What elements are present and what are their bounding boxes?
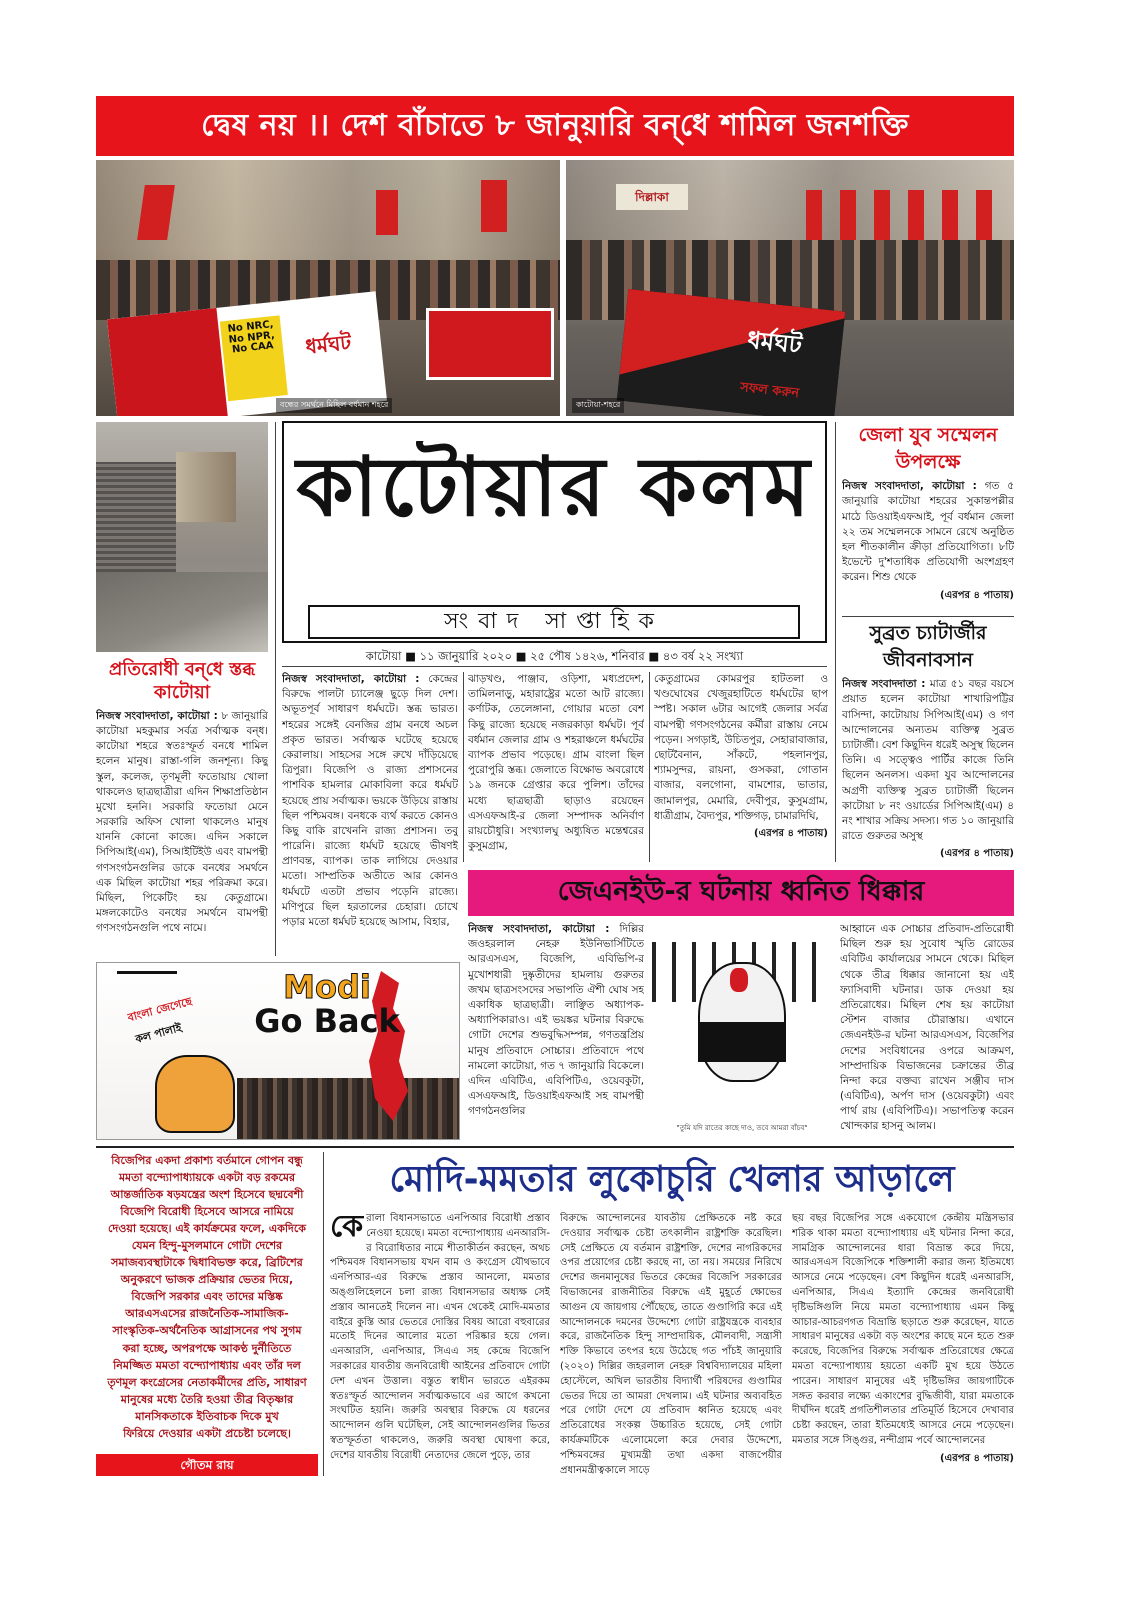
jnu-story-col1-body: দিল্লির জওহরলাল নেহরু ইউনিভার্সিটিতে আরএসএস, বিজেপি, এবিভিপি-র মুখোশধারী দুষ্কৃতীদের হামলায় গুরুতর জখম ছাত্রসংসদের সভাপতি ঐশী ঘোষ সহ একাধিক ছাত্রছাত্রী। লাঞ্ছিত অধ্যাপক-অধ্যাপিকারাও। এই ভয়ঙ্কর ঘটনার বিরুদ্ধে গোটা দেশের শুভবুদ্ধিসম্পন্ন, গণতন্ত্রপ্রিয় মানুষ প্রতিবাদে সোচ্চার। প্রতিবাদে পথে নামলো কাটোয়া, গত ৭ জানুয়ারি বিকেলে। এদিন এবিটিএ, এবিপিটিএ, ওয়েবকুটা, এসএফআই, ডিওয়াইএফআই সহ বামপন্থী গণগঠনগুলির: [468, 923, 644, 1118]
main-story-headline: [330, 1152, 1014, 1208]
left-story-headline: প্রতিরোধী বন্‌ধে স্তব্ধ কাটোয়া: [108, 659, 256, 704]
right-story-youth-text: গত ৫ জানুয়ারি কাটোয়া শহরের সুকান্তপল্লীর মাঠে ডিওয়াইএফআই, পূর্ব বর্ধমান জেলা ২২ তম সম্মেলনকে সামনে রেখে অনুষ্ঠিত হল শীতকালীন ক্রীড়া প্রতিযোগিতা। ৮টি ইভেন্টে দু'শতাধিক প্রতিযোগী অংশগ্রহণ করেন। শিশু থেকে: [842, 480, 1014, 584]
jnu-story-col2-text: আহ্বানে এক সোচ্চার প্রতিবাদ-প্রতিরোধী মিছিল শুরু হয় সুবোধ স্মৃতি রোডের এবিটিএ কার্যালয়ের সামনে থেকে। মিছিল থেকে তীব্র ধিক্কার জানানো হয় এই ফ্যাসিবাদী ঘটনার। ডাক দেওয়া হয় প্রতিরোধের। মিছিল শেষ হয় কাটোয়া স্টেশন বাজার চৌরাস্তায়। এখানে জেএনইউ-র ঘটনা আরএসএস, বিজেপির দেশের সংবিধানের ওপরে আক্রমণ, সাম্প্রদায়িক বিভাজনের চক্রান্তের তীব্র নিন্দা করে বক্তব্য রাখেন সঞ্জীব দাস (এবিটিএ), অর্পণ দাস (ওয়েবকুটা) এবং পার্থ রায় (এবিপিটিএ)। সভাপতিত্ব করেন খোন্দকার হাসনু আলম।: [840, 923, 1014, 1133]
jnu-story-col2: [840, 922, 1014, 1142]
cartoon-note-text: বাংলা জেগেছে: [126, 994, 194, 1025]
center-story-col1: [282, 672, 458, 956]
column-rule: [463, 672, 464, 862]
left-story: [96, 658, 268, 956]
lead-line: বিজেপির একদা প্রকাশ্য বর্তমানে গোপন বন্ধু: [111, 1154, 303, 1167]
lead-line: মানসিকতাকে ইতিবাচক দিকে মুখ: [135, 1409, 279, 1423]
lead-line: সাংস্কৃতিক-অর্থনৈতিক আগ্রাসনের পথ সুগম: [112, 1324, 302, 1338]
main-story-headline-text: মোদি-মমতার লুকোচুরি খেলার আড়ালে: [389, 1159, 955, 1200]
column-rule: [323, 1152, 324, 1476]
right-story-youth-more: (এরপর ৪ পাতায়): [940, 589, 1014, 601]
sign-strike-left: ধর্মঘট: [304, 330, 353, 359]
masthead-box: [282, 421, 827, 643]
lead-line: ফিরিয়ে দেওয়ার একটা প্রচেষ্টা চলেছে।: [123, 1426, 291, 1440]
banner-red-right: [426, 308, 554, 380]
right-story-youth-byline: নিজস্ব সংবাদদাতা, কাটোয়া :: [842, 480, 977, 493]
main-story-col1-body: রালা বিধানসভাতে এনপিআর বিরোধী প্রস্তাব নেওয়া হয়েছে। মমতা বন্দ্যোপাধ্যায় এনআরসি-র বিরোধিতার নামে শীতাকীর্তন করছেন, অথচ পশ্চিমবঙ্গ বিধানসভায় যখন বাম ও কংগ্রেস যৌথভাবে এনপিআর-এর বিরুদ্ধে প্রস্তাব আনলো, মমতার অঙ্গুলিহেলনে চলা রাজ্য বিধানসভার অধ্যক্ষ সেই প্রস্তাব আনতেই দিলেন না। এখন থেকেই মোদি-মমতার বাইরে কুস্তি আর ভেতরে দোস্তির বিষয় আরো বহুবারের মতোই দিনের আলোর মতো পরিষ্কার হয়ে গেল। এনআরসি, এনপিআর, সিএএ সহ কেন্দ্রে বিজেপি সরকারের যাবতীয় জনবিরোধী আইনের প্রতিবাদে গোটা দেশ এখন উত্তাল। বস্তুত স্বাধীন ভারতে এইরকম স্বতঃস্ফূর্ত আন্দোলন সর্বাত্মকভাবে এর আগে কখনো সংঘটিত হয়নি। জরুরি অবস্থার বিরুদ্ধে যে ধরনের আন্দোলন গুলি ঘটেছিল, সেই আন্দোলনগুলির ভিতর স্বতস্ফূর্ততা থাকলেও, জরুরি অবস্থা ঘোষণা করে, দেশের যাবতীয় বিরোধী নেতাদের জেলে পুড়ে, তার: [330, 1213, 550, 1461]
lead-line: আরএসএসের রাজনৈতিক-সামাজিক-: [125, 1307, 289, 1321]
cartoon-note2-text: কল পালাই: [133, 1021, 184, 1046]
lead-line: অনুকরণে ভাজক প্রক্রিয়ার ভেতর দিয়ে,: [120, 1273, 294, 1287]
left-story-byline: নিজস্ব সংবাদদাতা, কাটোয়া :: [96, 709, 218, 722]
center-story-byline: নিজস্ব সংবাদদাতা, কাটোয়া :: [282, 673, 420, 685]
jnu-headline-bar: [468, 870, 1014, 916]
right-story-youth-body: [842, 479, 1014, 585]
illustration-caption-text: "তুমি যদি রাতের কাছে দাও, তবে আমরা বাঁচব": [676, 1124, 808, 1132]
shop-sign: [616, 184, 688, 210]
lead-line: মানুষের মধ্যে তৈরি হওয়া তীব্র বিতৃষ্ণার: [120, 1392, 294, 1406]
photo-right-caption: কাটোয়া-শহরে: [572, 398, 624, 413]
photo-empty-street: [96, 422, 268, 652]
lead-line: মমতা বন্দ্যোপাধ্যায়কে একটা বড় রকমের: [118, 1171, 296, 1185]
column-rule: [835, 422, 836, 862]
jnu-illustration: [652, 922, 832, 1142]
road: [96, 572, 268, 652]
photo-left-rally: [96, 160, 560, 416]
main-story-dropcap: কে: [330, 1212, 364, 1244]
cartoon-figure: [155, 1055, 235, 1133]
right-story-youth-headline: জেলা যুব সম্মেলন উপলক্ষে: [858, 424, 998, 473]
masthead-title: [284, 441, 825, 535]
lead-column: [96, 1152, 318, 1452]
right-story-obituary-headline: সুব্রত চ্যাটার্জীর জীবনাবসান: [869, 622, 987, 671]
masthead-subtitle: সংবাদ সাপ্তাহিক: [444, 609, 664, 634]
center-story-more: (এরপর ৪ পাতায়): [754, 827, 828, 839]
masthead-title-text: কাটোয়ার কলম: [296, 441, 813, 535]
right-story-obituary-body: [842, 677, 1014, 844]
main-story-col3: [792, 1212, 1014, 1480]
flag-icon: [481, 180, 507, 232]
shop-sign-text: দিল্লাকা: [635, 190, 669, 204]
dateline: [282, 648, 827, 667]
lead-line: যেমন হিন্দু-মুসলমানে গোটা দেশের: [131, 1239, 283, 1253]
lead-line: বিজেপি বিরোধী হিসেবে আসরে নামিয়ে: [120, 1205, 294, 1219]
center-story-col1-text: [282, 672, 458, 930]
top-banner-text: দ্বেষ নয় ।। দেশ বাঁচাতে ৮ জানুয়ারি বন্‌ধে শামিল জনশক্তি: [201, 107, 909, 143]
lead-line: আন্তর্জাতিক ষড়যন্ত্রের অংশ হিসেবে ছদ্মবেশী: [110, 1188, 304, 1202]
banner-strike-right: [617, 289, 846, 416]
column-rule: [275, 422, 276, 956]
section-rule: [96, 1146, 1014, 1148]
jnu-story-col1: [468, 922, 644, 1142]
cartoon-note: [126, 993, 195, 1029]
center-story-col1-body: কেন্দ্রের বিরুদ্ধে পালটা চ্যালেঞ্জ ছুড়ে দিল দেশ। অভূতপূর্ব সাধারণ ধর্মঘটে। স্তব্ধ ভারত। শহরের সঙ্গেই বেনজির গ্রাম বনধে অচল প্রকৃত ভারত। সর্বাত্মক ঘটেছে হয়েছে কেরালায়। সাহসের সঙ্গে রুখে দাঁড়িয়েছে ত্রিপুরা। বিজেপি ও রাজ্য প্রশাসনের পাশবিক হামলার মোকাবিলা করে ধর্মঘট হয়েছে প্রায় সর্বাত্মক। ভয়কে উড়িয়ে রাস্তায় ছিল পশ্চিমবঙ্গ। বনধকে ব্যর্থ করতে কোনও কিছু বাকি রাখেননি রাজ্য প্রশাসন। তবু পারেনি। রাজ্যে ধর্মঘট হয়েছে ভীষণই প্রাণবন্ত, ব্যাপক। তাক লাগিয়ে দেওয়ার মতো। সাম্প্রতিক অতীতে আর কোনও ধর্মঘটে এতটা প্রভাব পড়েনি রাজ্যে। মণিপুরে ছিল হরতালের চেহারা। চোখে পড়ার মতো ধর্মঘট হয়েছে আসাম, বিহার,: [282, 673, 458, 928]
right-story-obituary-more: (এরপর ৪ পাতায়): [940, 848, 1014, 860]
lead-line: তৃণমূল কংগ্রেসের নেতাকর্মীদের প্রতি, সাধারণ: [107, 1375, 307, 1389]
flag-icon: [376, 190, 398, 235]
blood-mark: [730, 968, 748, 992]
dateline-text: কাটোয়া ■ ১১ জানুয়ারি ২০২০ ■ ২৫ পৌষ ১৪২৬, শনিবার ■ ৪৩ বর্ষ ২২ সংখ্যা: [365, 649, 744, 663]
cartoon-go-back: Go Back: [254, 1001, 400, 1039]
top-banner: [96, 96, 1014, 156]
lead-line: সমাজব্যবস্থাটাকে দ্বিধাবিভক্ত করে, ব্রিটিশের: [111, 1256, 303, 1270]
cartoon-modi-go-back: [96, 962, 460, 1140]
lead-line: দেওয়া হয়েছে। এই কার্যক্রমের ফলে, একদিকে: [108, 1222, 306, 1236]
lead-line: নিমজ্জিত মমতা বন্দ্যোপাধ্যায় এবং তাঁর দল: [113, 1358, 301, 1372]
flags-row: [806, 190, 1006, 240]
right-story-obituary-text: মাত্র ৫১ বছর বয়সে প্রয়াত হলেন কাটোয়া শাখারিপট্টির বাসিন্দা, কাটোয়ায় সিপিআই(এম) ও গণ আন্দোলনের অন্যতম ব্যক্তিত্ব সুব্রত চ্যাটার্জী। বেশ কিছুদিন ধরেই অসুস্থ ছিলেন তিনি। এ সত্ত্বেও পার্টির কাজে তিনি ছিলেন অনলস। একদা যুব আন্দোলনের অগ্রণী ব্যক্তিত্ব সুব্রত চ্যাটার্জী ছিলেন কাটোয়া ৮ নং ওয়ার্ডের সিপিআই(এম) ৪ নং শাখার সক্রিয় সদস্য। গত ১০ জানুয়ারি রাতে গুরুতর অসুস্থ: [842, 678, 1014, 843]
main-story-col1-text: [330, 1212, 550, 1464]
left-story-body: [96, 709, 268, 937]
left-story-text: ৮ জানুয়ারি কাটোয়া মহকুমার সর্বত্র সর্বাত্মক বন্‌ধ। কাটোয়া শহরে স্বতঃস্ফূর্ত বনধে শামিল হলেন মানুষ। রাস্তা-গলি জনশূন্য। কিছু স্কুল, কলেজ, তৃণমূলী ফতোয়ায় খোলা থাকলেও ছাত্রছাত্রীরা এদিন শিক্ষাপ্রতিষ্ঠান মুখো হননি। সরকারি ফতোয়া মেনে সরকারি অফিস খোলা থাকলেও মানুষ যাননি কোনো কাজে। এদিন সকালে সিপিআই(এম), সিআইটিইউ এবং বামপন্থী গণসংগঠনগুলির ডাকে বনধের সমর্থনে এক মিছিল কাটোয়া শহর পরিক্রমা করে। মিছিল, পিকেটিং হয় কেতুগ্রামে। মঙ্গলকোটেও বনধের সমর্থনে বামপন্থী গণসংগঠনগুলি পথে নামে।: [96, 709, 268, 935]
sign-strike-right: ধর্মঘট: [745, 325, 804, 360]
lead-author-bar: [96, 1454, 318, 1476]
masthead-subtitle-box: [308, 605, 800, 639]
photo-right-rally: [566, 160, 1014, 416]
sign-no-nrc: No NRC, No NPR, No CAA: [220, 315, 288, 401]
lead-line: বিজেপি সরকার এবং তাদের মস্তিষ্ক: [131, 1290, 283, 1304]
right-story-youth: [842, 422, 1014, 614]
jnu-story-byline: নিজস্ব সংবাদদাতা, কাটোয়া :: [468, 923, 610, 935]
right-story-obituary-byline: নিজস্ব সংবাদদাতা :: [842, 678, 926, 691]
shutters: [96, 462, 176, 572]
main-story-more: (এরপর ৪ পাতায়): [940, 1452, 1014, 1464]
banner-red-block: [107, 308, 228, 416]
cartoon-helicopter: [117, 971, 177, 991]
center-story-col3: [654, 672, 828, 864]
column-rule: [649, 672, 650, 862]
main-story-col2: [560, 1212, 782, 1480]
center-story-col3-text: কেতুগ্রামের কোমরপুর হাটতলা ও খণ্ডঘোষের খেজুরহাটিতে ধর্মঘটের ছাপ স্পষ্ট। সকাল ৬টার আগেই জেলার সর্বত্র বামপন্থী গণসংগঠনের কর্মীরা রাস্তায় নেমে পড়েন। সগড়াই, উচিতপুর, সেহারাবাজার, ছোটবৈনান, সাঁকটে, পহলানপুর, শ্যামসুন্দর, রায়না, গুসকরা, গোতান বাজার, বলগোনা, বামশোর, ভাতার, জামালপুর, মেমারি, দেবীপুর, কুসুমগ্রাম, ধাত্রীগ্রাম, বৈদ্যপুর, শক্তিগড়, চামারদিঘি,: [654, 673, 828, 822]
right-story-obituary: [842, 620, 1014, 864]
mask-band: [698, 1022, 786, 1062]
story-rule: [842, 616, 1014, 617]
center-story-col2: [468, 672, 644, 864]
main-story-col2-text: বিরুদ্ধে আন্দোলনের যাবতীয় প্রেক্ষিতকে নষ্ট করে দেওয়ার সর্বাত্মক চেষ্টা তৎকালীন রাষ্ট্রশক্তি করেছিল। সেই প্রেক্ষিতে যে বর্তমান রাষ্ট্রশক্তি, দেশের নাগরিকদের ওপর প্রয়োগের চেষ্টা করছে না, তা নয়। সময়ের নিরিখে দেশের জনমানুষের ভিতরে কেন্দ্রের বিজেপি সরকারের বিভাজনের রাজনীতির বিরুদ্ধে এই মুহূর্তে ক্ষোভের আগুন যে জায়গায় পৌঁছেছে, তাতে গুণ্ডাগিরি করে এই আন্দোলনকে দমনের উদ্দেশ্যে গোটা রাষ্ট্রযন্ত্রকে ব্যবহার করে, রাজনৈতিক হিন্দু সাম্প্রদায়িক, মৌলবাদী, সন্ত্রাসী শক্তি কিভাবে তৎপর হয়ে উঠেছে গত পাঁচই জানুয়ারি (২০২০) দিল্লির জহরলাল নেহরু বিশ্ববিদ্যালয়ের মহিলা হোস্টেলে, অখিল ভারতীয় বিদ্যার্থী পরিষদের গুণ্ডামির ভেতর দিয়ে তা আমরা দেখলাম। এই ঘটনার অব্যবহিত পরে গোটা দেশে যে প্রতিবাদ ধ্বনিত হয়েছে এবং প্রতিরোধের সংকল্প উচ্চারিত হয়েছে, সেই গোটা কার্যক্রমটিকে এলোমেলো করে দেবার উদ্দেশ্যে, পশ্চিমবঙ্গের মুখ্যমন্ত্রী তথা একদা বাজপেয়ীর প্রধানমন্ত্রীত্বকালে সাড়ে: [560, 1213, 782, 1476]
cartoon-title: [237, 971, 417, 1038]
dateline-rule: [282, 666, 827, 667]
photo-left-caption: বন্ধের সমর্থনে মিছিল বর্ধমান শহরে: [276, 398, 392, 413]
illustration-caption: [662, 1122, 822, 1134]
cartoon-crowd: [237, 1078, 459, 1140]
main-story-col3-text: ছয় বছর বিজেপির সঙ্গে একযোগে কেন্দ্রীয় মন্ত্রিসভার শরিক থাকা মমতা বন্দ্যোপাধ্যায় এই ঘটনার নিন্দা করে, সামগ্রিক আন্দোলনের ধারা বিভ্রান্ত করে দিয়ে, আরএসএস বিজেপিকে শক্তিশালী করার জন্য ইতিমধ্যে আসরে নেমে পড়েছেন। বেশ কিছুদিন ধরেই এনআরসি, এনপিআর, সিএএ ইত্যাদি কেন্দ্রের জনবিরোধী দৃষ্টিভঙ্গিগুলি নিয়ে মমতা বন্দ্যোপাধ্যায় এমন কিছু আচার-আচরণগত বিভ্রান্তি ছড়াতে শুরু করেছেন, যাতে সাধারণ মানুষের একটা বড় অংশের কাছে মনে হতে শুরু করেছে, বিজেপির বিরুদ্ধে সর্বাত্মক প্রতিরোধের ক্ষেত্রে মমতা বন্দ্যোপাধ্যায় হয়তো একটি মুখ হয়ে উঠতে পারেন। সাধারণ মানুষের এই দৃষ্টিভঙ্গির জায়গাটিকে সঙ্গত করবার লক্ষ্যে একাংশের বুদ্ধিজীবী, যারা মমতাকে দীর্ঘদিন ধরেই প্রগতিশীলতার প্রতিমূর্তি হিসেবে দেখাবার চেষ্টা করছেন, তারা ইতিমধ্যেই আসরে নেমে পড়েছেন। মমতার সঙ্গে সিঙ্গুর, নন্দীগ্রাম পর্বে আন্দোলনের: [792, 1213, 1014, 1446]
lead-line: করা হচ্ছে, অপরপক্ষে আকণ্ঠ দুর্নীতিতে: [122, 1341, 292, 1355]
main-story-col1: [330, 1212, 550, 1480]
center-story-col2-text: ঝাড়খণ্ড, পাঞ্জাব, ওড়িশা, মধ্যপ্রদেশ, তামিলনাড়ু, মহারাষ্ট্রের মতো আট রাজ্যে। কর্ণাটক, তেলেঙ্গানা, গোয়ার মতো বেশ কিছু রাজ্যে হয়েছে নজরকাড়া ধর্মঘট। পূর্ব বর্ধমান জেলার গ্রাম ও শহরাঞ্চলে ধর্মঘটের ব্যাপক প্রভাব পড়েছে। গ্রাম বাংলা ছিল পুরোপুরি স্তব্ধ। জেলাতে বিক্ষোভ অবরোধে ১৯ জনকে গ্রেপ্তার করে পুলিশ। তাঁদের মধ্যে ছাত্রছাত্রী ছাড়াও রয়েছেন এসএফআই-র জেলা সম্পাদক অনির্বাণ রায়চৌধুরি। সংখ্যালঘু অধ্যুষিত মন্তেশ্বরের কুসুমগ্রাম,: [468, 673, 644, 853]
jnu-headline: জেএনইউ-র ঘটনায় ধ্বনিত ধিক্কার: [557, 875, 925, 907]
cartoon-modi: Modi: [283, 971, 371, 1006]
lead-author: গৌতম রায়: [180, 1458, 234, 1472]
shop-fronts: [176, 452, 236, 522]
sign-success-right: সফল করুন: [739, 380, 800, 402]
jnu-story-col1-text: [468, 922, 644, 1119]
